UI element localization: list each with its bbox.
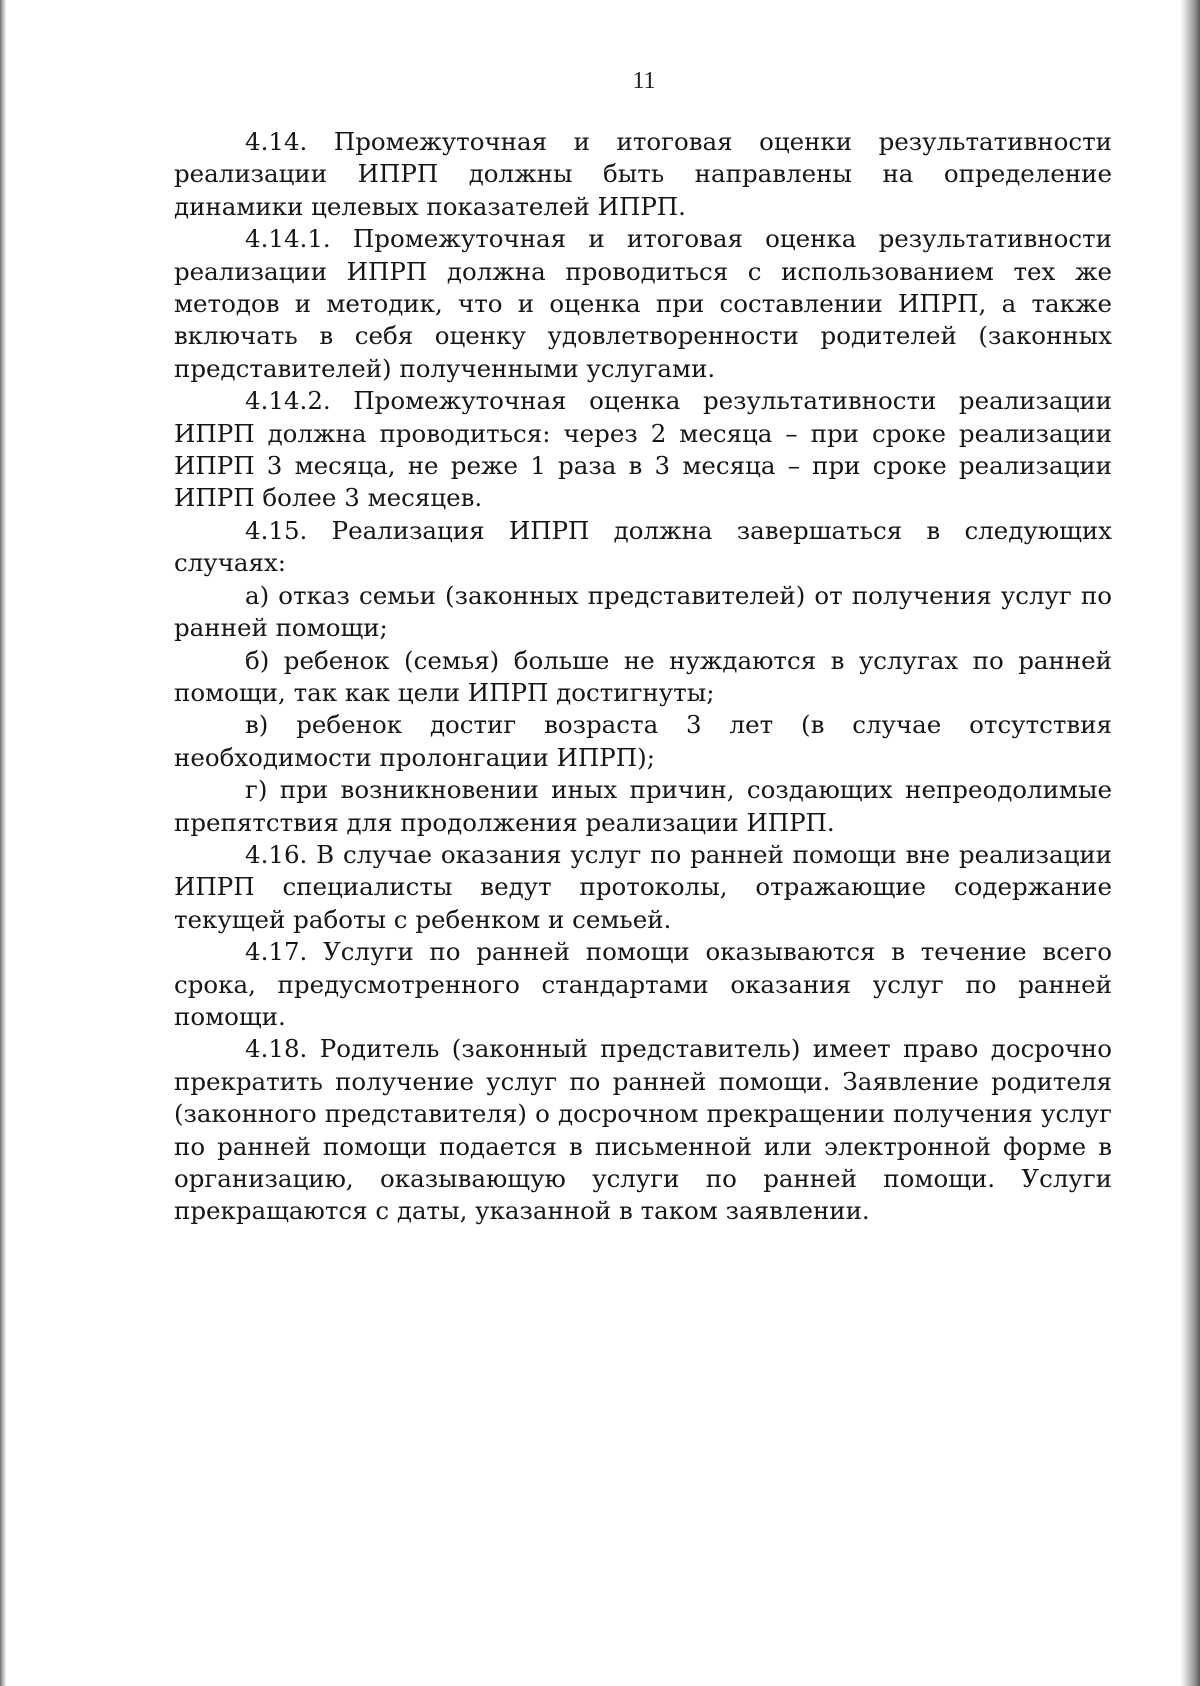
- paragraph-4-14-2: 4.14.2. Промежуточная оценка результативности реализации ИПРП должна проводиться: через 2 месяца – при сроке реализации ИПРП 3 месяца, не реже 1 раза в 3 месяца – при сроке реализации ИПРП более 3 месяцев.: [174, 386, 1112, 513]
- paragraph-4-15-g: г) при возникновении иных причин, создающих непреодолимые препятствия для продолжения реализации ИПРП.: [174, 775, 1112, 837]
- page-number: 11: [632, 68, 656, 94]
- paragraph-4-15-a: а) отказ семьи (законных представителей) от получения услуг по ранней помощи;: [174, 580, 1112, 643]
- document-body: [174, 126, 1112, 1228]
- scan-edge-left: [0, 0, 6, 1686]
- paragraph-4-14: 4.14. Промежуточная и итоговая оценки результативности реализации ИПРП должны быть направлены на определение динамики целевых показателей ИПРП.: [174, 127, 1112, 221]
- paragraph-4-17: 4.17. Услуги по ранней помощи оказываются в течение всего срока, предусмотренного стандартами оказания услуг по ранней помощи.: [174, 937, 1112, 1031]
- paragraph-4-16: 4.16. В случае оказания услуг по ранней помощи вне реализации ИПРП специалисты ведут протоколы, отражающие содержание текущей работы с ребенком и семьей.: [174, 839, 1112, 934]
- paragraph-4-14-1: 4.14.1. Промежуточная и итоговая оценка результативности реализации ИПРП должна проводиться с использованием тех же методов и методик, что и оценка при составлении ИПРП, а также включать в себя оценку удовлетворенности родителей (законных представителей) полученными услугами.: [174, 224, 1112, 383]
- paragraph-4-15-v: в) ребенок достиг возраста 3 лет (в случае отсутствия необходимости пролонгации ИПРП);: [174, 710, 1112, 772]
- paragraph-4-18: 4.18. Родитель (законный представитель) имеет право досрочно прекратить получение услуг по ранней помощи. Заявление родителя (законного представителя) о досрочном прекращении получения услуг по ранней помощи подается в письменной или электронной форме в организацию, оказывающую услуги по ранней помощи. Услуги прекращаются с даты, указанной в таком заявлении.: [174, 1034, 1112, 1226]
- paragraph-4-15-b: б) ребенок (семья) больше не нуждаются в услугах по ранней помощи, так как цели ИПРП достигнуты;: [174, 645, 1112, 707]
- scan-edge-right: [1180, 0, 1200, 1686]
- paragraph-4-15: 4.15. Реализация ИПРП должна завершаться в следующих случаях:: [174, 515, 1112, 578]
